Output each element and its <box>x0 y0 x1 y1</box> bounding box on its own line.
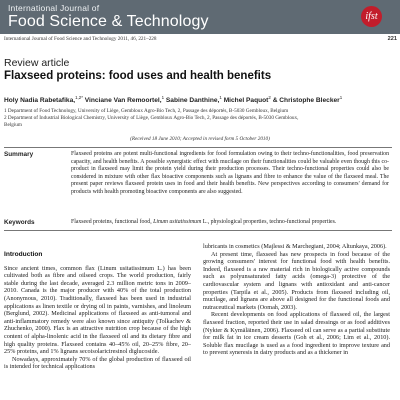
author-affiliation-mark: 1 <box>339 95 343 100</box>
summary-label: Summary <box>4 151 34 158</box>
divider <box>4 147 392 148</box>
publisher-logo: ifst <box>361 6 382 27</box>
body-paragraph: Recent developments on food applications of flaxseed oil, the largest flaxseed fraction, reported their use in salad dressings or as food additives (Nykter & Kymäläinen, 2006). Flaxseed oil can serve as a partial substitute for milk fat in ice cream desserts (Goh et al., 2006; Lim et al., 2010). Soluble flax mucilage is used as a food ingredient to improve texture and to prevent syneresis in dairy products and as a thickener in <box>203 311 390 357</box>
body-column-left <box>4 236 191 371</box>
keywords-part: Flaxseed proteins, functional food, <box>71 219 154 225</box>
keywords-label: Keywords <box>4 219 35 226</box>
divider <box>4 230 392 231</box>
article-type: Review article <box>4 57 70 69</box>
keywords-part: L., physiological properties, techno-functional properties. <box>201 219 337 225</box>
body-paragraph: At present time, flaxseed has new prospects in food because of the growing consumers' interest for functional food with health benefits. Indeed, flaxseed is a raw material rich in biologically active compounds such as polyunsaturated fatty acids (omega-3) protective of the cardiovascular system and lignans with antioxidant and anti-cancer properties (Tarpila et al., 2005). Products from flaxseed including oil, mucilage, and lignans are above all designed for the functional foods and nutraceutical markets (Oomah, 2003). <box>203 250 390 311</box>
author-affiliation-mark: 2 <box>268 95 271 100</box>
affiliations <box>4 108 384 129</box>
body-paragraph: Since ancient times, common flax (Linum usitatissimum L.) has been cultivated both as fibre and oilseed crops. The world production, fairly stable during the last decade, averaged 2.3 million metric tons in 2009–2010. Canada is the major producer with 40% of the total production (Anonymous, 2010). Traditionally, flaxseed has been used in industrial applications as linen textile or drying oil in paints, varnishes, and linoleum (Berglund, 2002). Medicinal applications of flaxseed as anti-tumoral and anti-inflammatory remedy were also known since antiquity (Tolkachev & Zhuchenko, 2000). Flax is an attractive nutrition crop because of the high content of alpha-linolenic acid in the flaxseed oil and its dietary fibre and high quality proteins. Flaxseed contains 40–45% oil, 20–25% fibre, 20–25% proteins, and 1% lignans secoisolariciresinol diglucoside. <box>4 264 191 356</box>
page-number: 221 <box>387 36 397 42</box>
body-paragraph: lubricants in cosmetics (Majlessi & Marchegiani, 2004; Altunkaya, 2006). <box>203 243 387 250</box>
affiliation-line: 1 Department of Food Technology, University of Liège, Gembloux Agro-Bio Tech, 2, Passage des déportés, B-5030 Gembloux, Belgium <box>4 108 289 114</box>
body-column-right <box>203 236 390 357</box>
author-name: Sabine Danthine, <box>165 97 220 105</box>
author-affiliation-mark: 1 <box>161 95 165 100</box>
running-header: International Journal of Food Science and Technology 2011, 46, 221–228 <box>4 36 157 42</box>
journal-subtitle: International Journal of <box>8 3 100 13</box>
summary-text: Flaxseed proteins are potent multi-functional ingredients for food formulation owing to their techno-functionalities, food preservation capacity, and health benefits. A possible synergistic effect with mucilage on their functionalities could be valuable even though this co-product in flaxseed may limit the protein yield during their production processes. Their techno-functional properties could also be considered in mixture with other flax bioactive components such as lignans and fibre to enhance the value of the flaxseed meal. The present paper reviews flaxseed protein uses in food and their health benefits. New perspectives according to consumers' demand for products with health promoting bioactive components are also suggested. <box>71 151 389 195</box>
author-name: & Christophe Blecker <box>272 97 340 105</box>
author-name: Holy Nadia Rabetafika, <box>4 97 76 105</box>
author-list <box>4 95 342 104</box>
keywords-species: Linum usitatissimum <box>153 219 202 225</box>
affiliation-line: 2 Department of Industrial Biological Chemistry, University of Liège, Gembloux Agro-Bio Tech, 2, Passage des déportés, B-5030 Gembloux, <box>4 114 299 121</box>
body-paragraph: Nowadays, approximately 70% of the global production of flaxseed oil is intended for technical applications <box>4 355 191 371</box>
article-title: Flaxseed proteins: food uses and health benefits <box>4 70 272 82</box>
author-affiliation-mark: 1 <box>219 95 222 100</box>
author-name: Vinciane Van Remoortel, <box>84 97 162 105</box>
author-name: Michel Paquot <box>223 97 269 105</box>
received-dates: (Received 18 June 2010; Accepted in revised form 5 October 2010) <box>130 136 270 142</box>
section-heading-introduction: Introduction <box>4 251 43 258</box>
journal-name: Food Science & Technology <box>8 13 209 30</box>
author-affiliation-mark: 1,2* <box>75 95 83 100</box>
journal-masthead <box>0 0 400 34</box>
keywords-text <box>71 219 389 225</box>
affiliation-line: Belgium <box>4 121 22 128</box>
